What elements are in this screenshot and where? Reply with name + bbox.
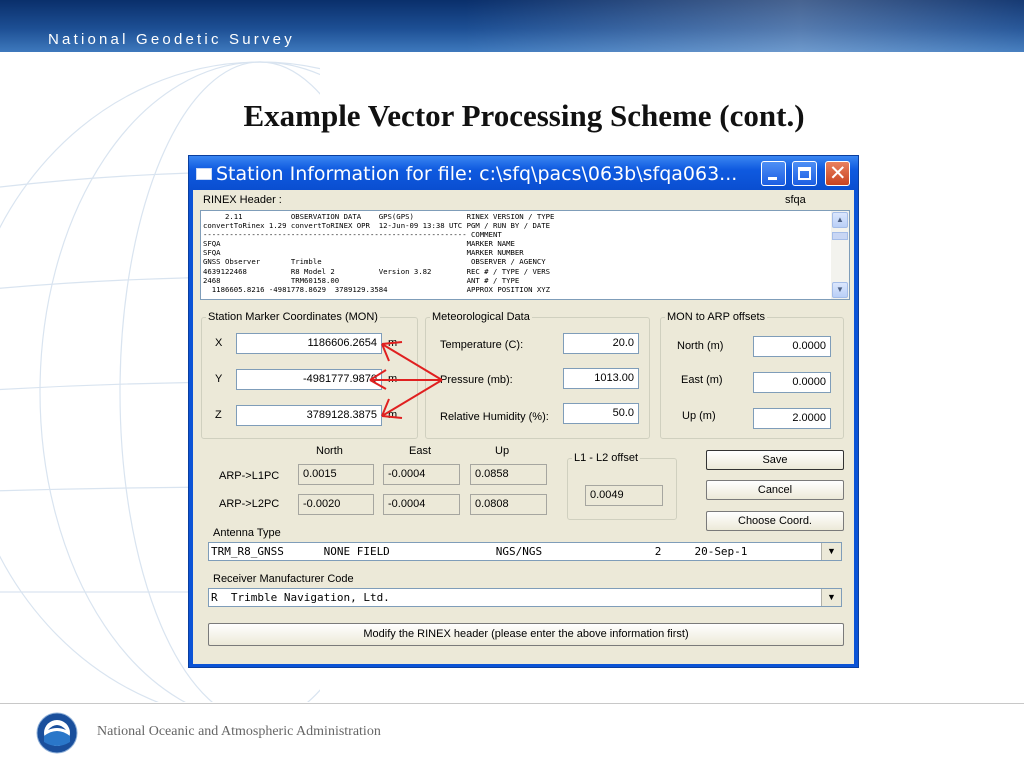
station-id-label: sfqa (785, 194, 806, 206)
rinex-line: 1186605.8216 -4981778.8629 3789129.3584 APPROX POSITION XYZ (203, 284, 551, 294)
l1-east-field: -0.0004 (383, 464, 460, 485)
rinex-header-label: RINEX Header : (203, 194, 282, 206)
temperature-label: Temperature (C): (440, 339, 524, 351)
z-coordinate-input[interactable]: 3789128.3875 (236, 405, 382, 426)
pressure-input[interactable]: 1013.00 (563, 368, 639, 389)
y-label: Y (215, 373, 223, 385)
marker-coordinates-legend: Station Marker Coordinates (MON) (208, 311, 378, 323)
rinex-line: SFQA MARKER NAME (203, 239, 515, 249)
cancel-button[interactable]: Cancel (706, 480, 844, 500)
east-offset-label: East (m) (681, 374, 723, 386)
z-label: Z (215, 409, 222, 421)
l1-l2-offset-legend: L1 - L2 offset (574, 452, 639, 464)
up-offset-input[interactable]: 2.0000 (753, 408, 831, 429)
noaa-logo-icon (36, 712, 78, 754)
receiver-code-value: R Trimble Navigation, Ltd. (211, 591, 390, 604)
rinex-line: 4639122468 R8 Model 2 Version 3.82 REC # / TYPE / VERS (203, 266, 551, 276)
arp-offsets-legend: MON to ARP offsets (667, 311, 766, 323)
antenna-dropdown-icon[interactable]: ▼ (821, 543, 841, 560)
up-column-header: Up (495, 445, 510, 457)
y-unit-label: m (388, 373, 398, 385)
up-offset-label: Up (m) (682, 410, 716, 422)
north-column-header: North (316, 445, 343, 457)
antenna-type-label: Antenna Type (213, 527, 281, 539)
l2-north-field: -0.0020 (298, 494, 374, 515)
z-unit-label: m (388, 409, 398, 421)
pressure-label: Pressure (mb): (440, 374, 513, 386)
x-label: X (215, 337, 223, 349)
receiver-code-label: Receiver Manufacturer Code (213, 573, 354, 585)
antenna-type-value: TRM_R8_GNSS NONE FIELD NGS/NGS 2 20-Sep-1 (211, 545, 748, 558)
l1-north-field: 0.0015 (298, 464, 374, 485)
slide-title: Example Vector Processing Scheme (cont.) (243, 98, 805, 133)
rinex-line: GNSS Observer Trimble OBSERVER / AGENCY (203, 257, 546, 267)
footer-agency-name: National Oceanic and Atmospheric Administration (97, 724, 381, 739)
choose-coord-button[interactable]: Choose Coord. (706, 511, 844, 531)
east-offset-input[interactable]: 0.0000 (753, 372, 831, 393)
l1-up-field: 0.0858 (470, 464, 547, 485)
rinex-line: ------------------------------------------------------------ COMMENT (203, 230, 502, 240)
east-column-header: East (409, 445, 432, 457)
arp-l2pc-label: ARP->L2PC (219, 498, 280, 510)
l2-up-field: 0.0808 (470, 494, 547, 515)
humidity-label: Relative Humidity (%): (440, 411, 549, 423)
l1-l2-offset-field: 0.0049 (585, 485, 663, 506)
close-icon: ✕ (829, 161, 847, 185)
scroll-down-icon[interactable]: ▼ (832, 282, 848, 298)
x-unit-label: m (388, 337, 398, 349)
temperature-input[interactable]: 20.0 (563, 333, 639, 354)
meteorological-legend: Meteorological Data (432, 311, 530, 323)
y-coordinate-input[interactable]: -4981777.9870 (236, 369, 382, 390)
save-button[interactable]: Save (706, 450, 844, 470)
window-title: Station Information for file: c:\sfq\pacs\063b\sfqa063... (216, 163, 738, 185)
modify-rinex-header-button[interactable]: Modify the RINEX header (please enter the above information first) (208, 623, 844, 646)
receiver-dropdown-icon[interactable]: ▼ (821, 589, 841, 606)
north-offset-input[interactable]: 0.0000 (753, 336, 831, 357)
humidity-input[interactable]: 50.0 (563, 403, 639, 424)
arrow-to-z-icon (382, 380, 442, 418)
header-glow (464, 0, 1024, 52)
l2-east-field: -0.0004 (383, 494, 460, 515)
organization-name: National Geodetic Survey (48, 31, 295, 48)
arp-l1pc-label: ARP->L1PC (219, 470, 280, 482)
x-coordinate-input[interactable]: 1186606.2654 (236, 333, 382, 354)
rinex-line: SFQA MARKER NUMBER (203, 248, 524, 258)
station-info-window (188, 155, 859, 668)
annotation-arrows (189, 156, 858, 667)
north-offset-label: North (m) (677, 340, 724, 352)
rinex-line: 2.11 OBSERVATION DATA GPS(GPS) RINEX VERSION / TYPE (203, 212, 555, 221)
footer-divider (0, 703, 1024, 704)
scroll-up-icon[interactable]: ▲ (832, 212, 848, 228)
slide-header-bar (0, 0, 1024, 52)
arrow-to-x-icon (382, 342, 442, 380)
rinex-line: 2468 TRM60158.00 ANT # / TYPE (203, 275, 520, 285)
rinex-line: convertToRinex 1.29 convertToRINEX OPR 12-Jun-09 13:38 UTC PGM / RUN BY / DATE (203, 221, 551, 231)
